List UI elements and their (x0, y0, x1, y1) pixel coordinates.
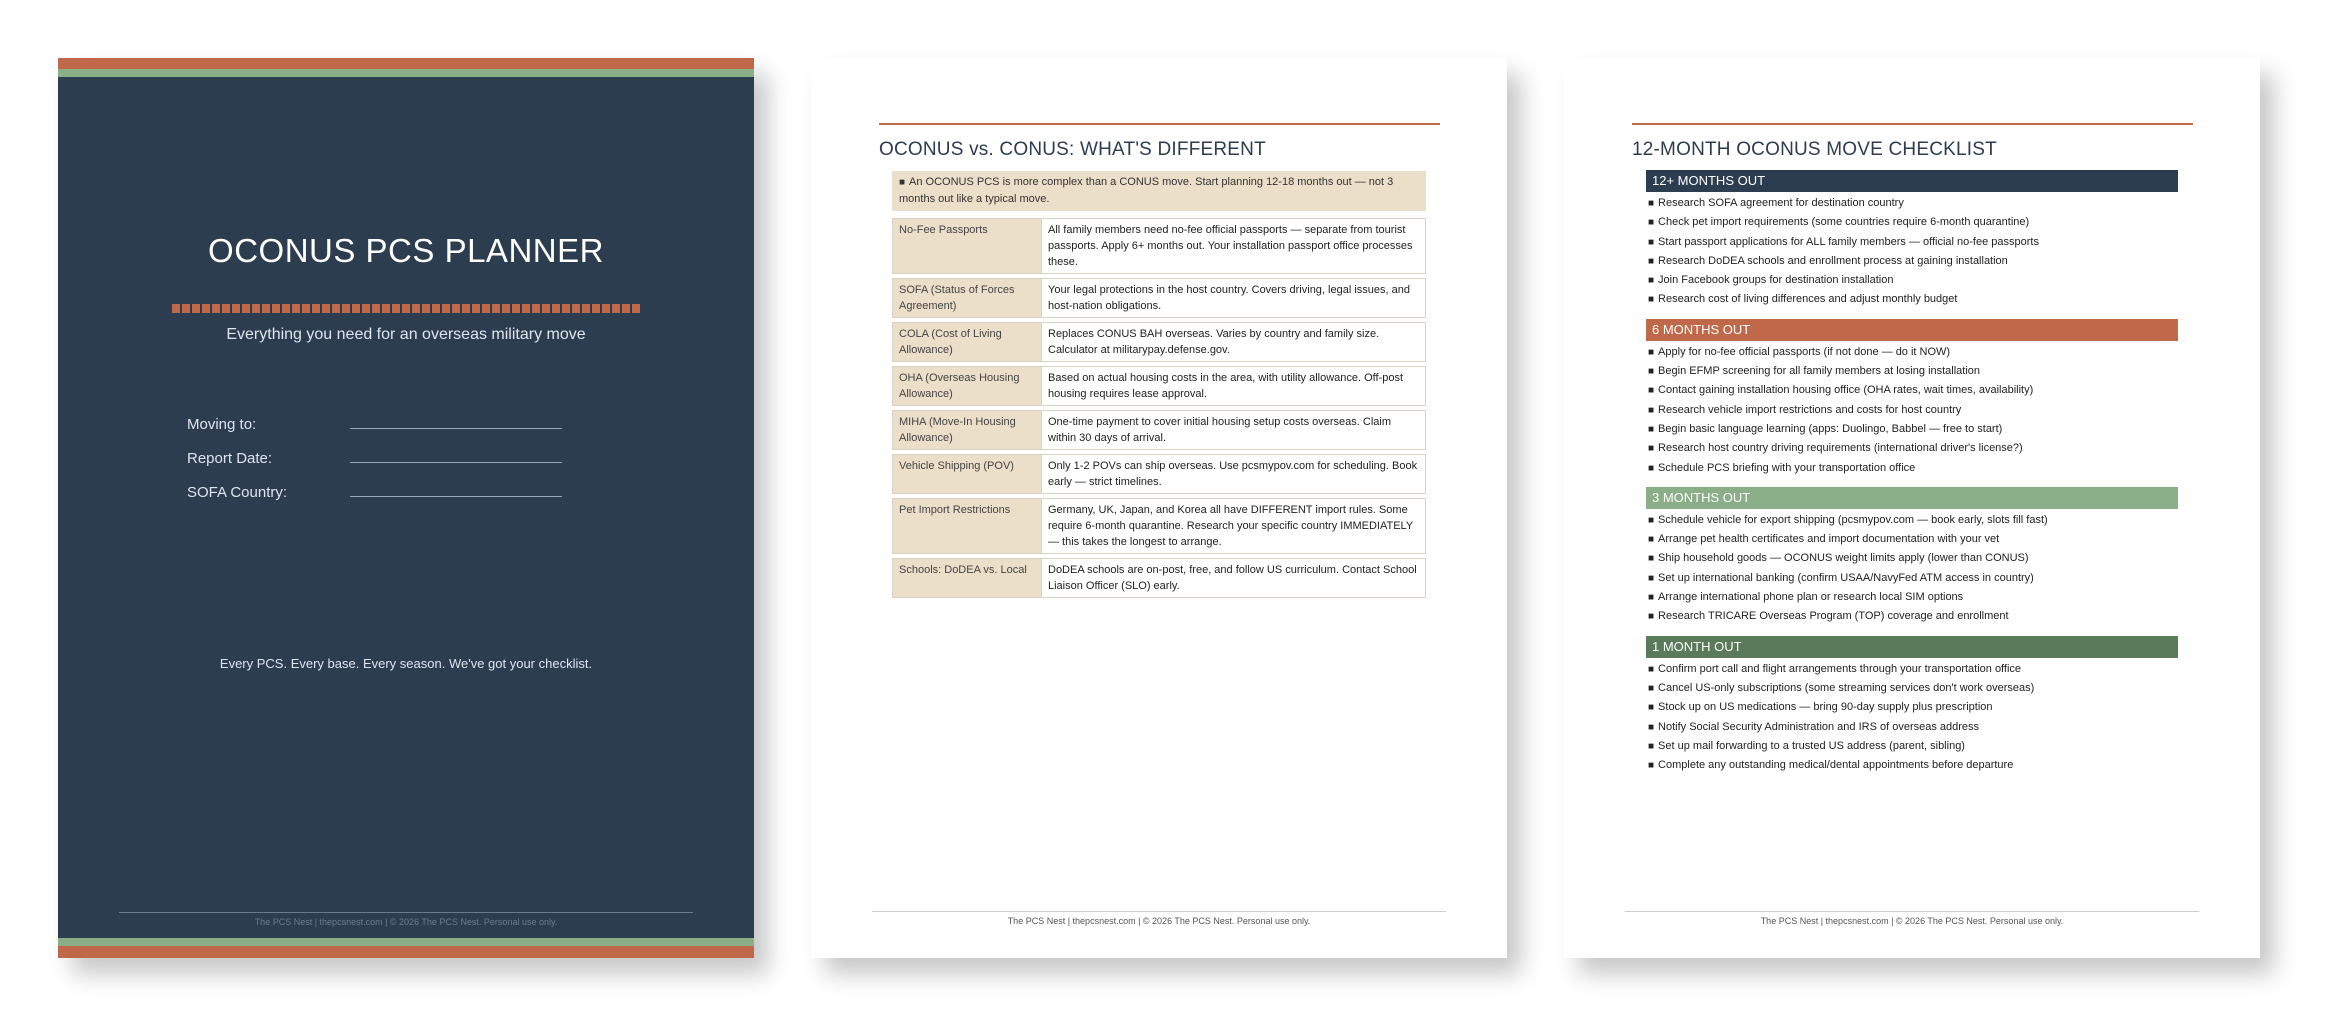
field-line-sofa-country (350, 496, 562, 497)
section-header: 3 MONTHS OUT (1646, 487, 2178, 509)
section-header: 1 MONTH OUT (1646, 636, 2178, 658)
checklist-item: ■ Research DoDEA schools and enrollment process at gaining installation (1646, 252, 2178, 271)
checklist-item: ■ Notify Social Security Administration and IRS of overseas address (1646, 718, 2178, 737)
checklist-item: ■ Arrange international phone plan or research local SIM options (1646, 588, 2178, 607)
checklist-item: ■ Apply for no-fee official passports (if not done — do it NOW) (1646, 343, 2178, 362)
page-footer: The PCS Nest | thepcsnest.com | © 2026 The PCS Nest. Personal use only. (1007, 916, 1311, 926)
bottom-accent-band-orange (58, 946, 754, 958)
definition-row (892, 454, 1426, 494)
checklist-item: ■ Begin basic language learning (apps: Duolingo, Babbel — free to start) (1646, 420, 2178, 439)
definitions-table (892, 218, 1426, 602)
field-line-moving-to (350, 428, 562, 429)
definition-text: Your legal protections in the host country. Covers driving, legal issues, and host-nation obligations. (1041, 279, 1425, 317)
checklist-item: ■ Schedule PCS briefing with your transportation office (1646, 459, 2178, 478)
definition-row (892, 498, 1426, 554)
definition-term: Vehicle Shipping (POV) (893, 455, 1041, 493)
cover-title: OCONUS PCS PLANNER (208, 232, 604, 269)
checklist-item: ■ Begin EFMP screening for all family members at losing installation (1646, 362, 2178, 381)
comparison-page (811, 58, 1507, 958)
checklist-item: ■ Schedule vehicle for export shipping (pcsmypov.com — book early, slots fill fast) (1646, 511, 2178, 530)
definition-row (892, 558, 1426, 598)
section-items (1646, 660, 2178, 776)
callout-text: An OCONUS PCS is more complex than a CONUS move. Start planning 12-18 months out — not 3 months out like a typical move. (899, 176, 1394, 205)
checklist-item: ■ Research SOFA agreement for destination country (1646, 194, 2178, 213)
checklist-page (1564, 58, 2260, 958)
section-header: 12+ MONTHS OUT (1646, 170, 2178, 192)
definition-text: Only 1-2 POVs can ship overseas. Use pcsmypov.com for scheduling. Book early — strict timelines. (1041, 455, 1425, 493)
checklist-item: ■ Cancel US-only subscriptions (some streaming services don't work overseas) (1646, 679, 2178, 698)
checklist-item: ■ Confirm port call and flight arrangements through your transportation office (1646, 660, 2178, 679)
definition-row (892, 366, 1426, 406)
definition-text: DoDEA schools are on-post, free, and follow US curriculum. Contact School Liaison Officer (SLO) early. (1041, 559, 1425, 597)
page-title: 12-MONTH OCONUS MOVE CHECKLIST (1632, 139, 1997, 160)
callout-note (892, 171, 1426, 211)
checklist-item: ■ Set up mail forwarding to a trusted US address (parent, sibling) (1646, 737, 2178, 756)
bullet-square-icon: ■ (899, 177, 906, 188)
definition-term: COLA (Cost of Living Allowance) (893, 323, 1041, 361)
definition-term: No-Fee Passports (893, 219, 1041, 273)
cover-footer: The PCS Nest | thepcsnest.com | © 2026 The PCS Nest. Personal use only. (254, 917, 558, 927)
field-label-sofa-country: SOFA Country: (187, 484, 288, 501)
page-footer: The PCS Nest | thepcsnest.com | © 2026 The PCS Nest. Personal use only. (1760, 916, 2064, 926)
checklist-item: ■ Start passport applications for ALL family members — official no-fee passports (1646, 233, 2178, 252)
page-title: OCONUS vs. CONUS: WHAT'S DIFFERENT (879, 139, 1266, 160)
checklist-item: ■ Contact gaining installation housing office (OHA rates, wait times, availability) (1646, 381, 2178, 400)
definition-term: Pet Import Restrictions (893, 499, 1041, 553)
definition-term: MIHA (Move-In Housing Allowance) (893, 411, 1041, 449)
checklist-item: ■ Research cost of living differences and adjust monthly budget (1646, 290, 2178, 309)
checklist-item: ■ Research vehicle import restrictions and costs for host country (1646, 401, 2178, 420)
footer-divider (872, 911, 1446, 912)
checklist-item: ■ Stock up on US medications — bring 90-day supply plus prescription (1646, 698, 2178, 717)
top-accent-band-green (58, 69, 754, 77)
checklist-item: ■ Join Facebook groups for destination installation (1646, 271, 2178, 290)
definition-text: Replaces CONUS BAH overseas. Varies by country and family size. Calculator at militarypay.defense.gov. (1041, 323, 1425, 361)
definition-row (892, 278, 1426, 318)
definition-text: All family members need no-fee official passports — separate from tourist passports. Apply 6+ months out. Your installation passport office processes these. (1041, 219, 1425, 273)
top-accent-band-orange (58, 58, 754, 69)
checklist-item: ■ Research TRICARE Overseas Program (TOP) coverage and enrollment (1646, 607, 2178, 626)
header-rule (879, 123, 1440, 125)
definition-row (892, 322, 1426, 362)
checklist-item: ■ Complete any outstanding medical/dental appointments before departure (1646, 756, 2178, 775)
definition-text: One-time payment to cover initial housing setup costs overseas. Claim within 30 days of arrival. (1041, 411, 1425, 449)
bottom-accent-band-green (58, 938, 754, 946)
field-line-report-date (350, 462, 562, 463)
header-rule (1632, 123, 2193, 125)
checklist-item: ■ Check pet import requirements (some countries require 6-month quarantine) (1646, 213, 2178, 232)
decorative-divider (172, 304, 640, 313)
footer-divider (119, 912, 693, 913)
cover-subtitle: Everything you need for an overseas military move (226, 326, 586, 343)
definition-term: SOFA (Status of Forces Agreement) (893, 279, 1041, 317)
definition-row (892, 218, 1426, 274)
definition-text: Germany, UK, Japan, and Korea all have DIFFERENT import rules. Some require 6-month quarantine. Research your specific country IMMEDIATELY — this takes the longest to arrange. (1041, 499, 1425, 553)
checklist-item: ■ Arrange pet health certificates and import documentation with your vet (1646, 530, 2178, 549)
footer-divider (1625, 911, 2199, 912)
definition-term: Schools: DoDEA vs. Local (893, 559, 1041, 597)
checklist-item: ■ Ship household goods — OCONUS weight limits apply (lower than CONUS) (1646, 549, 2178, 568)
cover-tagline: Every PCS. Every base. Every season. We've got your checklist. (219, 656, 593, 671)
definition-row (892, 410, 1426, 450)
cover-page (58, 58, 754, 958)
section-items (1646, 194, 2178, 310)
checklist-sections (1646, 170, 2178, 784)
checklist-item: ■ Research host country driving requirements (international driver's license?) (1646, 439, 2178, 458)
section-header: 6 MONTHS OUT (1646, 319, 2178, 341)
checklist-item: ■ Set up international banking (confirm USAA/NavyFed ATM access in country) (1646, 569, 2178, 588)
definition-text: Based on actual housing costs in the area, with utility allowance. Off-post housing requires lease approval. (1041, 367, 1425, 405)
section-items (1646, 343, 2178, 478)
field-label-moving-to: Moving to: (187, 416, 257, 433)
section-items (1646, 511, 2178, 627)
definition-term: OHA (Overseas Housing Allowance) (893, 367, 1041, 405)
field-label-report-date: Report Date: (187, 450, 273, 467)
